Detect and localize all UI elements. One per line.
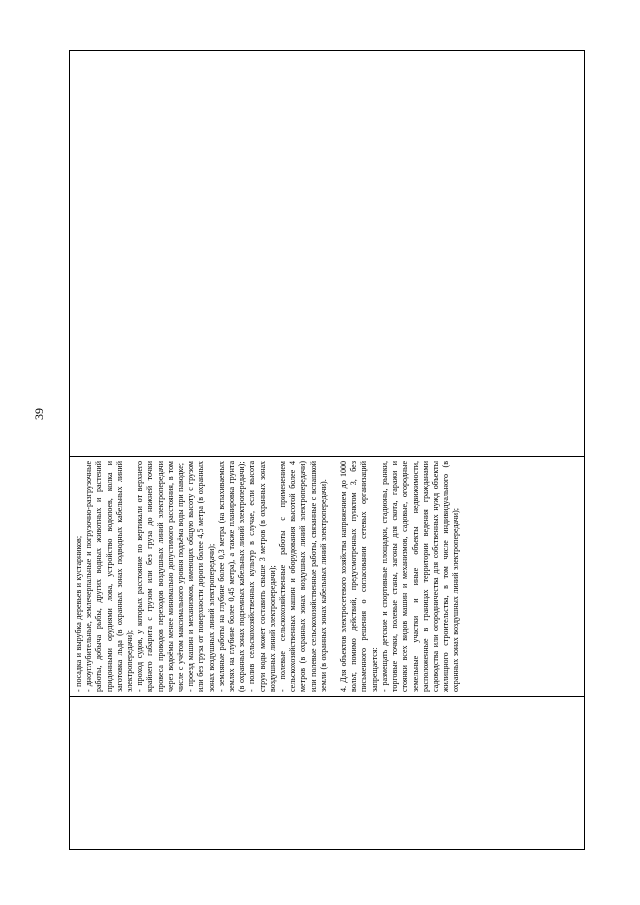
- table-cell-middle: [70, 456, 584, 696]
- page-number: 39: [32, 408, 46, 420]
- paragraph: - проезд машин и механизмов, имеющих общую высоту с грузом или без груза от поверхности дороги более 4,5 метра (в охранных зонах воздушных линий электропередачи);: [186, 461, 216, 692]
- paragraph: - размещать детские и спортивные площадки, стадионы, рынки, торговые точки, полевые станы, загоны для скота, гаражи и стоянки всех видов машин и механизмов, садовые, огородные земельные участки и иные объекты недвижимости, расположенные в границах территории ведения гражданами садоводства или огородничества для собственных нужд объекты жилищного строительства, в том числе индивидуального (в охранных зонах воздушных линий электропередачи);: [379, 461, 461, 692]
- document-table: [69, 50, 585, 850]
- paragraph: - земляные работы на глубине более 0,3 метра (на вспахиваемых землях на глубине более 0,45 метра), а также планировка грунта (в охранных зонах подземных кабельных линий электропередачи);: [216, 461, 247, 692]
- paragraph: - проход судов, у которых расстояние по вертикали от верхнего крайнего габарита с грузом или без груза до нижней точки провеса проводов переходов воздушных линий электропередачи через водоёмы менее минимально допустимого расстояния, в том числе с учётом максимального уровня подъёма воды при паводке;: [135, 461, 186, 692]
- paragraph-section-4: 4. Для объектов электросетевого хозяйства напряжением до 1000 вольт, помимо действий, предусмотренных пунктом 3, без письменного решения о согласовании сетевых организаций запрещается:: [339, 461, 379, 692]
- paragraph: - дноуглубительные, землечерпальные и погрузочно-разгрузочные работы, добыча рыбы, других водных животных и растений придонными орудиями лова, устройство водопоев, колка и заготовка льда (в охранных зонах подводных кабельных линий электропередачи);: [84, 461, 135, 692]
- table-cell-left-text: [70, 697, 78, 851]
- restrictions-text: [70, 457, 466, 696]
- table-cell-right-text: [70, 53, 78, 456]
- paragraph: - полив сельскохозяйственных культур в случае, если высота струи воды может составить свыше 3 метров (в охранных зонах воздушных линий электропередачи);: [247, 461, 277, 692]
- table-cell-right: [70, 53, 584, 456]
- paragraph: - полевые сельскохозяйственные работы с применением сельскохозяйственных машин и оборудования высотой более 4 метров (в охранных зонах воздушных линий электропередачи) или полевые сельскохозяйственные работы, связанные с вспашкой земли (в охранных зонах кабельных линий электропередачи).: [278, 461, 328, 692]
- rotated-table-body: [70, 53, 584, 851]
- paragraph: - посадка и вырубка деревьев и кустарников;: [74, 535, 83, 692]
- table-cell-left: [70, 696, 584, 851]
